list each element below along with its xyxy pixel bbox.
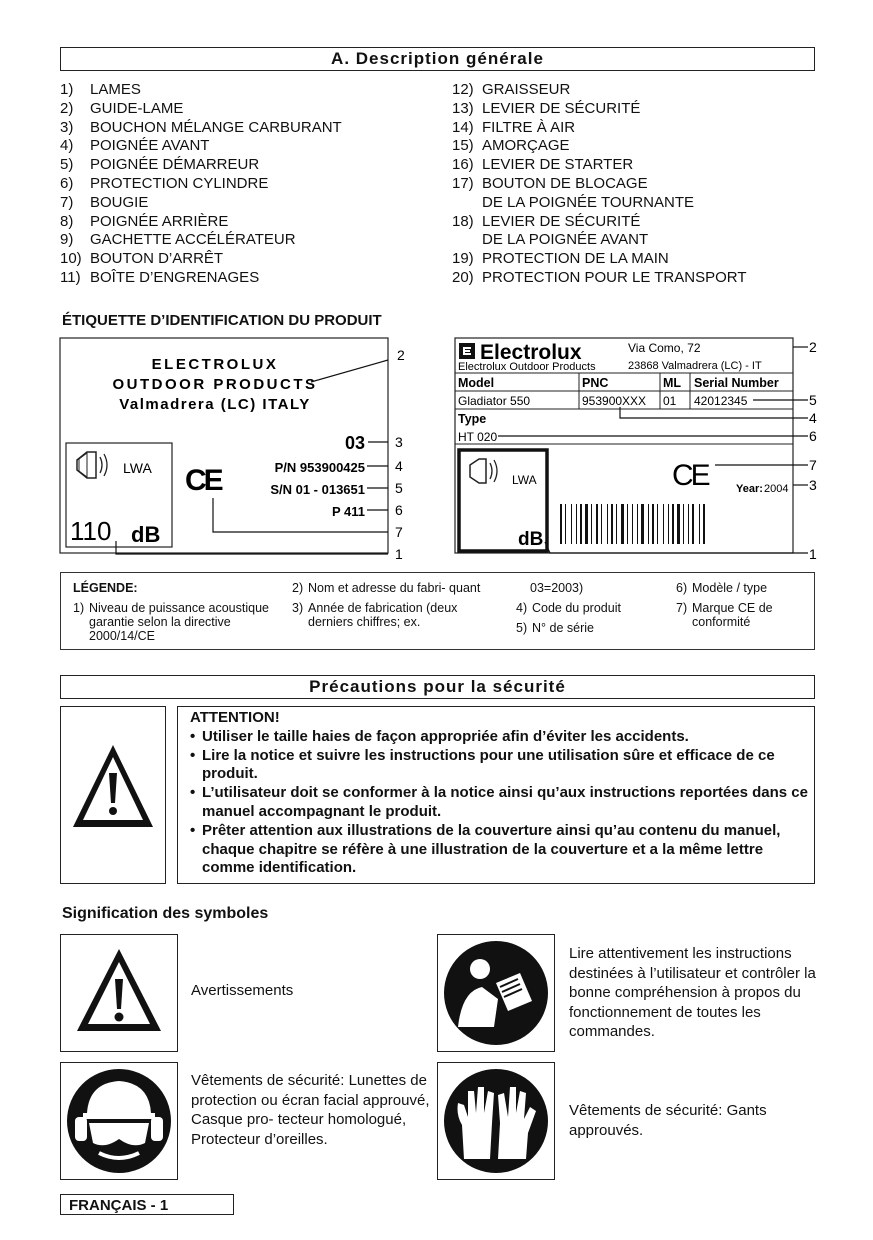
warning-icon-box — [60, 706, 166, 884]
legend-item: 5) N° de série — [516, 621, 594, 635]
id-label-left — [55, 335, 420, 565]
list-item: 15) AMORÇAGE — [452, 137, 570, 155]
list-item: 9) GACHETTE ACCÉLÉRATEUR — [60, 231, 296, 249]
helmet-goggles-icon — [61, 1063, 177, 1179]
value-model: Gladiator 550 — [458, 394, 531, 408]
list-item: 11) BOÎTE D’ENGRENAGES — [60, 268, 260, 286]
header-serial: Serial Number — [694, 376, 779, 390]
id-label-heading: ÉTIQUETTE D’IDENTIFICATION DU PRODUIT — [62, 312, 382, 329]
list-item: 19) PROTECTION DE LA MAIN — [452, 250, 669, 268]
brand-name: Electrolux — [480, 341, 582, 364]
year-value: 2004 — [764, 483, 789, 495]
symbol-warning-text: Avertissements — [191, 982, 294, 999]
symbol-manual-box — [437, 934, 555, 1052]
safety-bullet: • Prêter attention aux illustrations de la couverture ainsi qu’au contenu du manuel, chaque chapitre se réfère à une illustration de la couverture et a la même lettre comme identification. — [190, 821, 781, 877]
db-unit: dB — [131, 522, 161, 547]
db-value: 110 — [70, 516, 112, 546]
safety-bullet: • Lire la notice et suivre les instructions pour une utilisation sûre et efficace de ce produit. — [190, 746, 775, 783]
callout-3: 3 — [809, 477, 817, 493]
callout-4: 4 — [395, 458, 403, 474]
read-manual-icon — [438, 935, 554, 1051]
header-model: Model — [458, 376, 495, 390]
callout-3: 3 — [395, 434, 403, 450]
callout-1: 1 — [395, 546, 403, 562]
list-item: 4) POIGNÉE AVANT — [60, 137, 210, 155]
symbol-helmet-text: Vêtements de sécurité: Lunettes de protection ou écran facial approuvé, Casque pro- tecteur homologué, Protecteur d’oreilles. — [191, 1072, 430, 1148]
ce-mark: CE — [672, 459, 708, 492]
year-label: Year: — [736, 483, 763, 495]
symbol-gloves-text: Vêtements de sécurité: Gants approuvés. — [569, 1102, 767, 1139]
legend-item: 1) Niveau de puissance acoustique garantie selon la directive 2000/14/CE — [73, 601, 269, 643]
parts-list-right — [452, 81, 832, 288]
parts-list-left — [60, 81, 440, 288]
callout-1: 1 — [809, 546, 817, 562]
header-type: Type — [458, 412, 487, 426]
gloves-icon — [438, 1063, 554, 1179]
symbol-manual-text: Lire attentivement les instructions destinées à l’utilisateur et contrôler la bonne compréhension à propos du fonctionnement de toutes les commandes. — [569, 945, 816, 1040]
list-item: 1) LAMES — [60, 81, 141, 98]
list-item: 14) FILTRE À AIR — [452, 118, 576, 136]
list-item: 3) BOUCHON MÉLANGE CARBURANT — [60, 118, 342, 136]
header-ml: ML — [663, 376, 682, 390]
list-item: 18) LEVIER DE SÉCURITÉ — [452, 212, 641, 230]
attention-label: ATTENTION! — [190, 709, 280, 726]
callout-7: 7 — [395, 524, 403, 540]
list-item: DE LA POIGNÉE TOURNANTE — [482, 193, 694, 211]
db-unit: dB — [518, 529, 544, 550]
list-item: 8) POIGNÉE ARRIÈRE — [60, 212, 229, 230]
label-line2: OUTDOOR PRODUCTS — [112, 376, 318, 393]
legend-item: 03=2003) — [530, 581, 584, 595]
legend-box — [60, 572, 815, 650]
list-item: 17) BOUTON DE BLOCAGE — [452, 174, 648, 192]
lwa-label: LWA — [123, 460, 152, 476]
symbol-helmet-box — [60, 1062, 178, 1180]
symbol-gloves-box — [437, 1062, 555, 1180]
callout-6: 6 — [809, 428, 817, 444]
legend-item: 4) Code du produit — [516, 601, 621, 615]
list-item: 5) POIGNÉE DÉMARREUR — [60, 156, 260, 174]
id-label-right — [450, 335, 822, 565]
address-line2: 23868 Valmadrera (LC) - IT — [628, 360, 762, 372]
callout-6: 6 — [395, 502, 403, 518]
callout-2: 2 — [809, 339, 817, 355]
callout-4: 4 — [809, 410, 817, 426]
warning-triangle-icon — [61, 935, 177, 1051]
legend-item: 6) Modèle / type — [676, 581, 768, 595]
callout-5: 5 — [809, 392, 817, 408]
label-year: 03 — [344, 433, 365, 453]
label-line1: ELECTROLUX — [151, 356, 279, 373]
electrolux-logo-icon — [459, 343, 475, 359]
legend-item: 7) Marque CE de conformité — [676, 601, 773, 629]
value-ml: 01 — [663, 394, 677, 408]
list-item: 7) BOUGIE — [60, 193, 149, 211]
list-item: 13) LEVIER DE SÉCURITÉ — [452, 99, 641, 117]
barcode-icon — [560, 504, 705, 544]
callout-5: 5 — [395, 480, 403, 496]
list-item: 10) BOUTON D’ARRÊT — [60, 250, 224, 268]
symbols-heading: Signification des symboles — [62, 905, 269, 922]
warning-text — [190, 709, 810, 878]
list-item: 20) PROTECTION POUR LE TRANSPORT — [452, 268, 747, 286]
label-line3: Valmadrera (LC) ITALY — [119, 396, 311, 413]
list-item: 16) LEVIER DE STARTER — [452, 156, 634, 174]
safety-title: Précautions pour la sécurité — [60, 675, 815, 699]
list-item: 12) GRAISSEUR — [452, 81, 571, 98]
section-a-title: A. Description générale — [60, 47, 815, 71]
legend-item: 3) Année de fabrication (deux derniers chiffres; ex. — [292, 601, 458, 629]
legend-title: LÉGENDE: — [73, 581, 138, 595]
value-pnc: 953900XXX — [582, 394, 647, 408]
list-item: 6) PROTECTION CYLINDRE — [60, 174, 269, 192]
symbol-warning-box — [60, 934, 178, 1052]
safety-bullet: • L’utilisateur doit se conformer à la notice ainsi qu’aux instructions reportées dans ce manuel accompagnant le produit. — [190, 784, 808, 820]
brand-sub: Electrolux Outdoor Products — [458, 361, 596, 373]
label-type: P 411 — [331, 504, 365, 519]
label-sn: S/N 01 - 013651 — [270, 482, 365, 497]
address-line1: Via Como, 72 — [628, 341, 701, 355]
safety-bullet: • Utiliser le taille haies de façon appropriée afin d’éviter les accidents. — [190, 727, 689, 745]
list-item: DE LA POIGNÉE AVANT — [482, 231, 649, 249]
value-serial: 42012345 — [694, 394, 748, 408]
lwa-label: LWA — [512, 473, 537, 487]
callout-7: 7 — [809, 457, 817, 473]
header-pnc: PNC — [582, 376, 609, 390]
warning-triangle-icon — [61, 707, 165, 883]
label-pn: P/N 953900425 — [274, 460, 365, 475]
legend-item: 2) Nom et adresse du fabri- quant — [292, 581, 481, 595]
ce-mark: CE — [185, 464, 221, 497]
footer-page-label: FRANÇAIS - 1 — [60, 1194, 234, 1215]
list-item: 2) GUIDE-LAME — [60, 99, 184, 117]
callout-2: 2 — [397, 347, 405, 363]
value-type: HT 020 — [458, 430, 498, 444]
